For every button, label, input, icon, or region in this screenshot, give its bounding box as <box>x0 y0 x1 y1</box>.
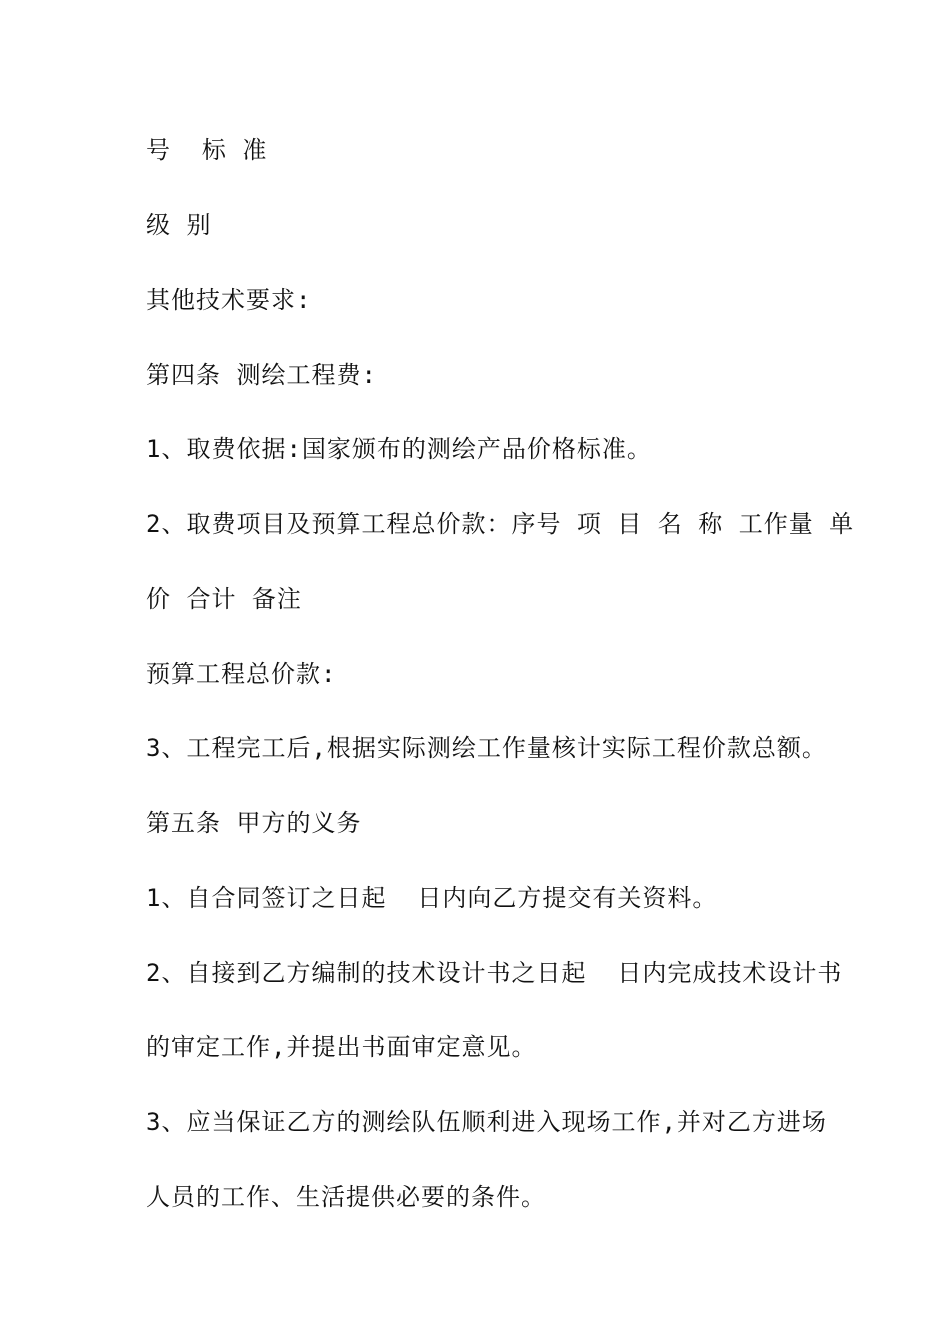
text-line: 价 合计 备注 <box>146 585 302 613</box>
text-line: 3、应当保证乙方的测绘队伍顺利进入现场工作,并对乙方进场 <box>146 1108 827 1136</box>
text-line: 级 别 <box>146 211 212 239</box>
section-heading-article-5: 第五条 甲方的义务 <box>146 809 362 837</box>
text-line: 1、取费依据:国家颁布的测绘产品价格标准。 <box>146 435 652 463</box>
text-line: 1、自合同签订之日起 日内向乙方提交有关资料。 <box>146 884 718 912</box>
text-line: 的审定工作,并提出书面审定意见。 <box>146 1033 537 1061</box>
text-line: 3、工程完工后,根据实际测绘工作量核计实际工程价款总额。 <box>146 734 827 762</box>
text-line: 2、取费项目及预算工程总价款：序号 项 目 名 称 工作量 单 <box>146 510 855 538</box>
text-line: 人员的工作、生活提供必要的条件。 <box>146 1183 546 1211</box>
section-heading-article-4: 第四条 测绘工程费: <box>146 361 377 389</box>
text-line: 号 标 准 <box>146 136 268 164</box>
text-line: 其他技术要求: <box>146 286 312 314</box>
text-line: 2、自接到乙方编制的技术设计书之日起 日内完成技术设计书 <box>146 959 843 987</box>
text-line: 预算工程总价款: <box>146 660 337 688</box>
